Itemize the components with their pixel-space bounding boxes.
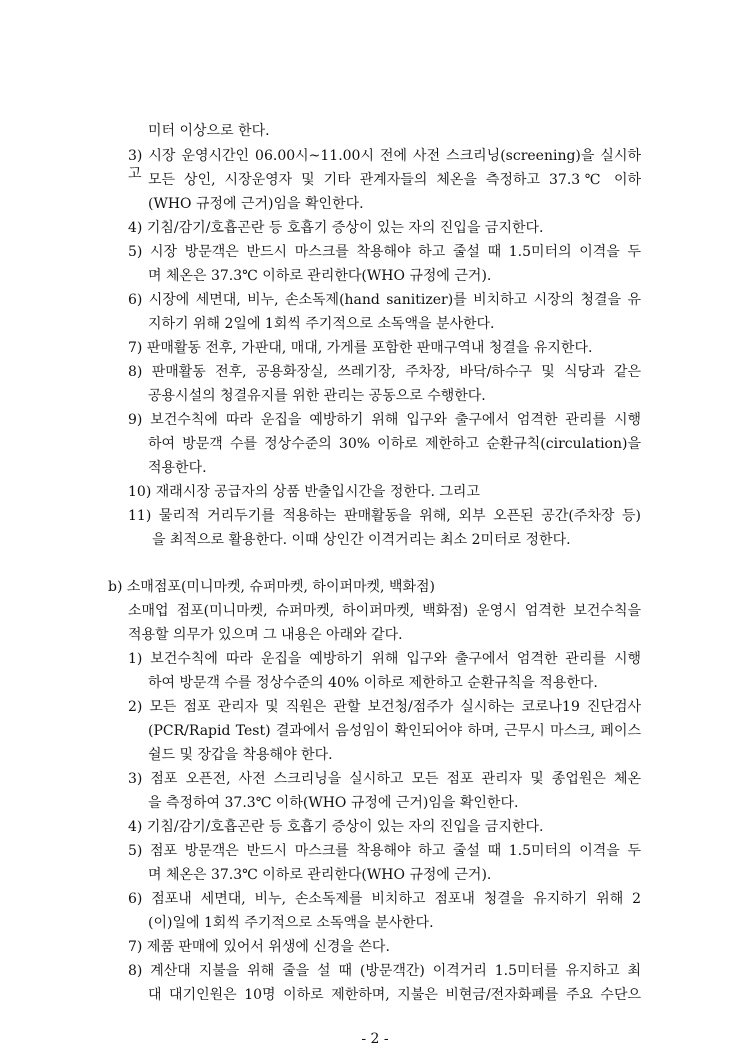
list-item-line: 6) 점포내 세면대, 비누, 손소독제를 비치하고 점포내 청결을 유지하기 위해 2 [128,891,641,907]
list-item-line: 1) 보건수칙에 따라 운집을 예방하기 위해 입구와 출구에서 엄격한 관리를 시행 [128,651,641,667]
intro-line: 소매업 점포(미니마켓, 슈퍼마켓, 하이퍼마켓, 백화점) 운영시 엄격한 보건수칙을 [128,603,641,619]
list-item-line: 4) 기침/감기/호흡곤란 등 호흡기 증상이 있는 자의 진입을 금지한다. [128,220,544,236]
list-item-line: 하여 방문객 수를 정상수준의 40% 이하로 제한하고 순환규칙을 적용한다. [148,675,598,691]
list-item-line: 7) 판매활동 전후, 가판대, 매대, 가게를 포함한 판매구역내 청결을 유지한다. [128,340,593,356]
list-item-line: 8) 판매활동 전후, 공용화장실, 쓰레기장, 주차장, 바닥/하수구 및 식당과 같은 [128,364,641,380]
list-item-line: 모든 상인, 시장운영자 및 기타 관계자들의 체온을 측정하고 37.3℃ 이하 [148,172,641,188]
intro-line: 적용할 의무가 있으며 그 내용은 아래와 같다. [128,627,403,643]
list-item-line: (WHO 규정에 근거)임을 확인한다. [148,196,364,212]
section-heading: b) 소매점포(미니마켓, 슈퍼마켓, 하이퍼마켓, 백화점) [108,579,435,595]
list-item-line: 11) 물리적 거리두기를 적용하는 판매활동을 위해, 외부 오픈된 공간(주차장 등) [128,508,641,524]
list-item-line: 7) 제품 판매에 있어서 위생에 신경을 쓴다. [128,939,390,955]
list-item-line: 5) 시장 방문객은 반드시 마스크를 착용해야 하고 줄설 때 1.5미터의 이격을 두 [128,244,641,260]
page-number: - 2 - [361,1031,389,1047]
list-item-line: (이)일에 1회씩 주기적으로 소독액을 분사한다. [148,915,434,931]
list-item-line: 8) 계산대 지불을 위해 줄을 설 때 (방문객간) 이격거리 1.5미터를 유지하고 최 [128,963,641,979]
list-item-line: 을 최적으로 활용한다. 이때 상인간 이격거리는 최소 2미터로 정한다. [152,532,571,548]
text-line: 미터 이상으로 한다. [148,123,270,139]
list-item-line: 쉴드 및 장갑을 착용해야 한다. [148,747,333,763]
list-item-line: 5) 점포 방문객은 반드시 마스크를 착용해야 하고 줄설 때 1.5미터의 이격을 두 [128,843,641,859]
list-item-line: 대 대기인원은 10명 이하로 제한하며, 지불은 비현금/전자화폐를 주요 수단으 [148,987,641,1003]
list-item-line: 하여 방문객 수를 정상수준의 30% 이하로 제한하고 순환규칙(circulation)을 [148,436,641,452]
list-item-line: 지하기 위해 2일에 1회씩 주기적으로 소독액을 분사한다. [148,316,495,332]
list-item-line: 며 체온은 37.3℃ 이하로 관리한다(WHO 규정에 근거). [148,268,492,284]
list-item-line: 적용한다. [148,460,207,476]
list-item-line: 3) 시장 운영시간인 06.00시~11.00시 전에 사전 스크리닝(screening)을 실시하고 [128,148,641,182]
list-item-line: 4) 기침/감기/호흡곤란 등 호흡기 증상이 있는 자의 진입을 금지한다. [128,819,544,835]
list-item-line: 며 체온은 37.3℃ 이하로 관리한다(WHO 규정에 근거). [148,867,492,883]
list-item-line: 9) 보건수칙에 따라 운집을 예방하기 위해 입구와 출구에서 엄격한 관리를 시행 [128,412,641,428]
list-item-line: 공용시설의 청결유지를 위한 관리는 공동으로 수행한다. [148,388,486,404]
list-item-line: 3) 점포 오픈전, 사전 스크리닝을 실시하고 모든 점포 관리자 및 종업원은 체온 [128,771,641,787]
list-item-line: 10) 재래시장 공급자의 상품 반출입시간을 정한다. 그리고 [128,484,480,500]
list-item-line: 6) 시장에 세면대, 비누, 손소독제(hand sanitizer)를 비치하고 시장의 청결을 유 [128,292,641,308]
list-item-line: 2) 모든 점포 관리자 및 직원은 관할 보건청/점주가 실시하는 코로나19 진단검사 [128,699,641,715]
list-item-line: 을 측정하여 37.3℃ 이하(WHO 규정에 근거)임을 확인한다. [148,795,519,811]
list-item-line: (PCR/Rapid Test) 결과에서 음성임이 확인되어야 하며, 근무시 마스크, 페이스 [148,723,641,739]
